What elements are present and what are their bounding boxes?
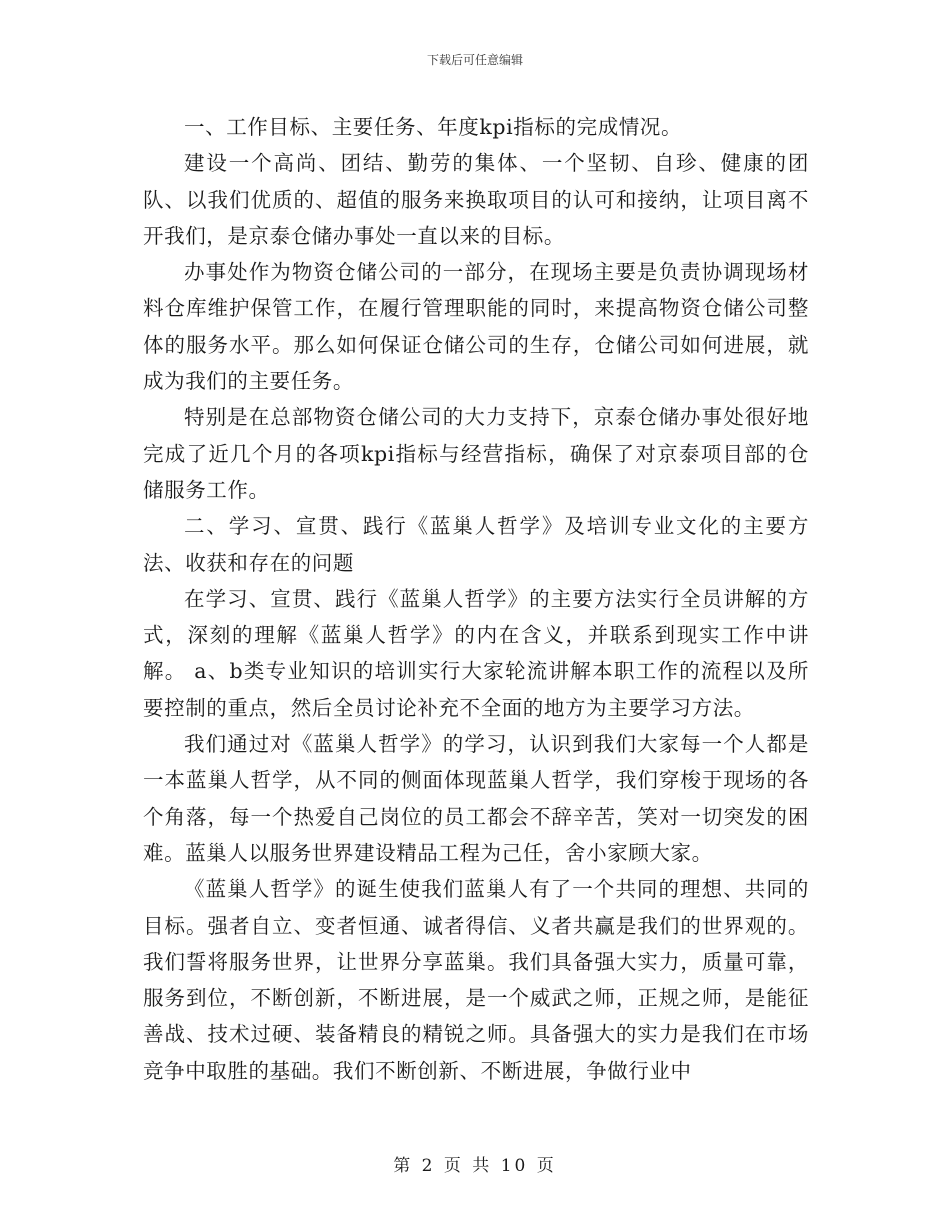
paragraph-office-role: 办事处作为物资仓储公司的一部分，在现场主要是负责协调现场材料仓库维护保管工作，在履行管理职能的同时，来提高物资仓储公司整体的服务水平。那么如何保证仓储公司的生存，仓储公司如何进展，就成为我们的主要任务。	[143, 260, 809, 394]
paragraph-philosophy: 《蓝巢人哲学》的诞生使我们蓝巢人有了一个共同的理想、共同的目标。强者自立、变者恒通、诚者得信、义者共赢是我们的世界观的。我们誓将服务世界，让世界分享蓝巢。我们具备强大实力，质量可靠，服务到位，不断创新，不断进展，是一个威武之师，正规之师，是能征善战、技术过硬、装备精良的精锐之师。具备强大的实力是我们在市场竞争中取胜的基础。我们不断创新、不断进展，争做行业中	[143, 877, 809, 1083]
page-footer: 第 2 页 共 10 页	[393, 1156, 557, 1176]
section-heading-2: 二、学习、宣贯、践行《蓝巢人哲学》及培训专业文化的主要方法、收获和存在的问题	[143, 514, 809, 575]
paragraph-goal: 建设一个高尚、团结、勤劳的集体、一个坚韧、自珍、健康的团队、以我们优质的、超值的服务来换取项目的认可和接纳，让项目离不开我们，是京泰仓储办事处一直以来的目标。	[143, 151, 809, 248]
paragraph-kpi-completion: 特别是在总部物资仓储公司的大力支持下，京泰仓储办事处很好地完成了近几个月的各项kpi指标与经营指标，确保了对京泰项目部的仓储服务工作。	[143, 405, 809, 502]
page-header: 下载后可任意编辑	[426, 53, 523, 67]
paragraph-study-method: 在学习、宣贯、践行《蓝巢人哲学》的主要方法实行全员讲解的方式，深刻的理解《蓝巢人哲学》的内在含义，并联系到现实工作中讲解。 a、b类专业知识的培训实行大家轮流讲解本职工作的流程以及所要控制的重点，然后全员讨论补充不全面的地方为主要学习方法。	[143, 586, 809, 720]
section-heading-1: 一、工作目标、主要任务、年度kpi指标的完成情况。	[184, 115, 683, 139]
document-body	[143, 109, 809, 1089]
paragraph-study-insight: 我们通过对《蓝巢人哲学》的学习，认识到我们大家每一个人都是一本蓝巢人哲学，从不同的侧面体现蓝巢人哲学，我们穿梭于现场的各个角落，每一个热爱自己岗位的员工都会不辞辛苦，笑对一切突发的困难。蓝巢人以服务世界建设精品工程为己任，舍小家顾大家。	[143, 732, 809, 865]
